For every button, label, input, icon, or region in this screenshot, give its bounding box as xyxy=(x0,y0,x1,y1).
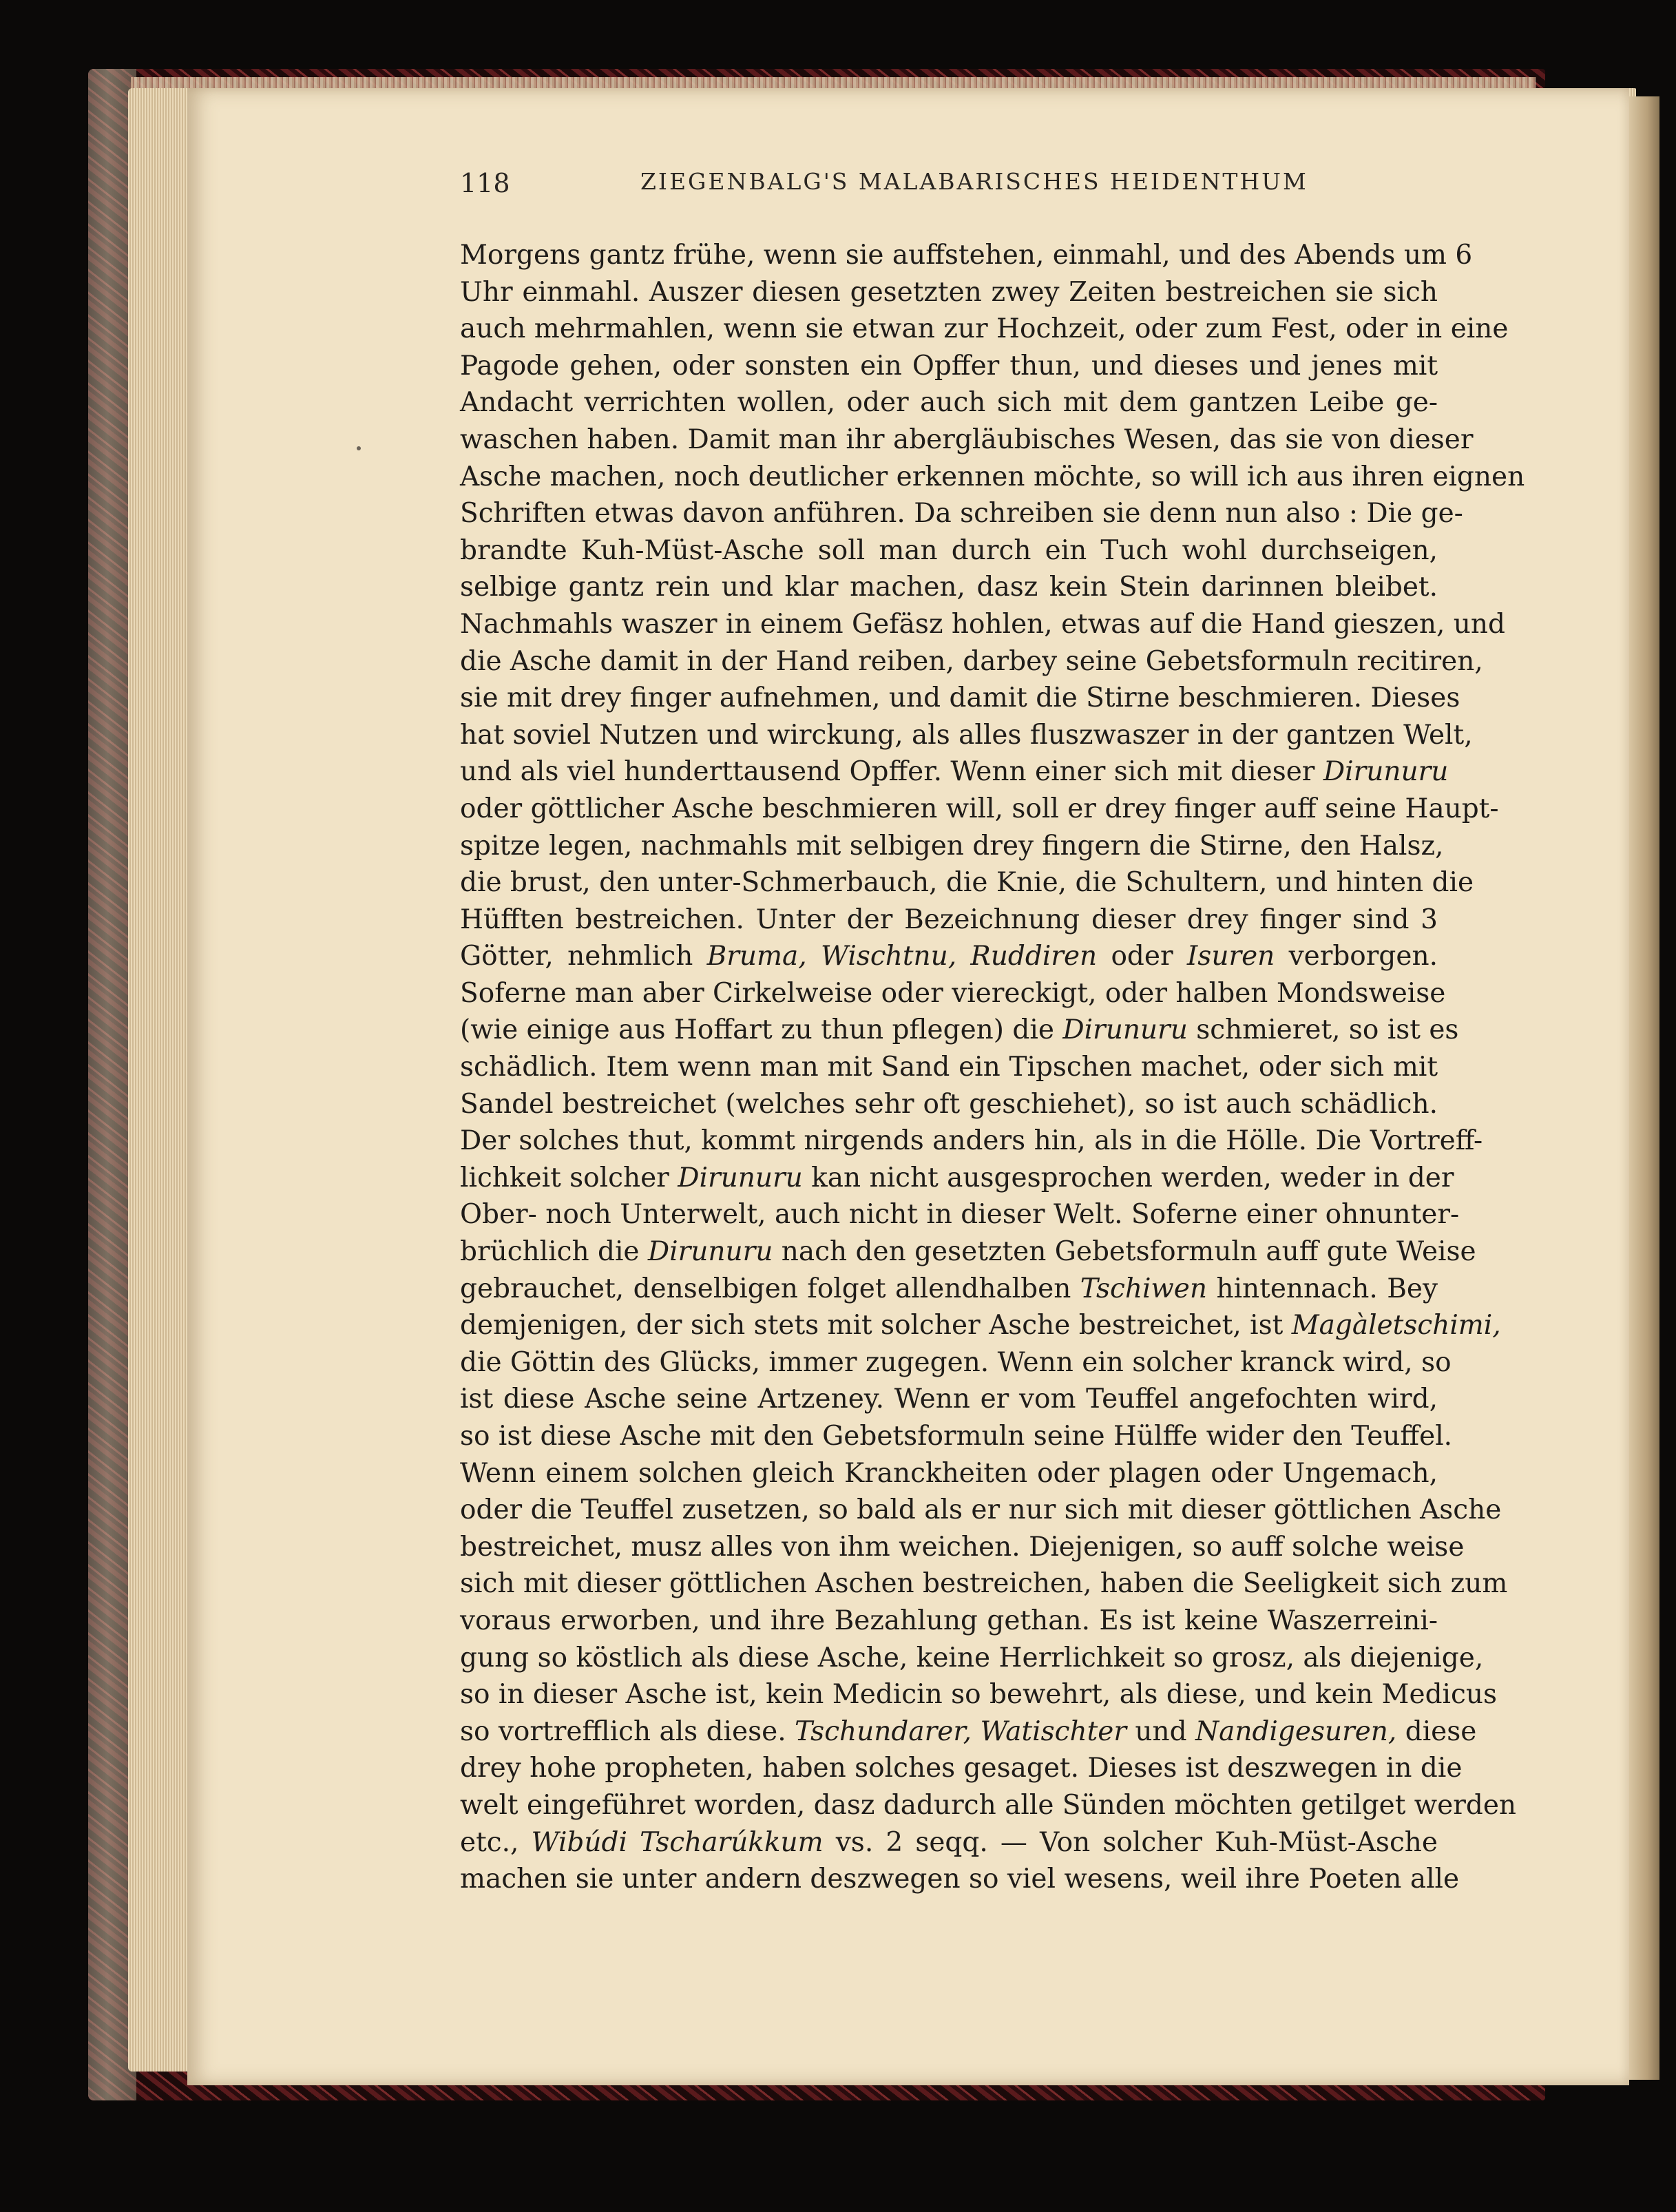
page-fore-edge xyxy=(1629,96,1659,2080)
text-line xyxy=(460,1086,1438,1123)
text-line xyxy=(460,753,1449,791)
text-line xyxy=(460,1271,1438,1308)
italic-term: Dirunuru xyxy=(647,1236,773,1268)
text-line xyxy=(460,643,1483,680)
text-run: die Asche damit in der Hand reiben, darbey seine Gebetsformuln recitiren, xyxy=(460,645,1483,677)
ink-speck xyxy=(357,446,361,450)
text-run: diese xyxy=(1396,1715,1477,1747)
text-run: schmieret, so ist es xyxy=(1187,1014,1459,1046)
text-run: waschen haben. Damit man ihr abergläubisches Wesen, das sie von dieser xyxy=(460,424,1474,455)
text-run: Ober- noch Unterwelt, auch nicht in dieser Welt. Soferne einer ohnunter- xyxy=(460,1199,1460,1231)
italic-term: Nandigesuren, xyxy=(1195,1715,1397,1747)
text-run: verborgen. xyxy=(1275,941,1438,972)
text-line xyxy=(460,532,1438,570)
text-line xyxy=(460,459,1525,496)
text-line xyxy=(460,274,1438,311)
text-run: Nachmahls waszer in einem Gefäsz hohlen, etwas auf die Hand gieszen, und xyxy=(460,608,1505,640)
text-run: brandte Kuh-Müst-Asche soll man durch ein Tuch wohl durchseigen, xyxy=(460,534,1438,566)
text-run: gebrauchet, denselbigen folget allendhalben xyxy=(460,1273,1080,1304)
text-run: und als viel hunderttausend Opffer. Wenn einer sich mit dieser xyxy=(460,756,1323,788)
text-run: welt eingeführet worden, dasz dadurch alle Sünden möchten getilget werden xyxy=(460,1789,1517,1821)
text-run: Andacht verrichten wollen, oder auch sich mit dem gantzen Leibe ge- xyxy=(460,387,1438,419)
text-line xyxy=(460,606,1505,643)
text-run: selbige gantz rein und klar machen, dasz kein Stein darinnen bleibet. xyxy=(460,572,1438,603)
text-run: etc., xyxy=(460,1826,532,1858)
text-run: Uhr einmahl. Auszer diesen gesetzten zwey Zeiten bestreichen sie sich xyxy=(460,276,1438,308)
text-run: die brust, den unter-Schmerbauch, die Knie, die Schultern, und hinten die xyxy=(460,867,1474,899)
italic-term: Dirunuru xyxy=(1062,1014,1188,1046)
text-line xyxy=(460,1565,1508,1603)
text-run: kan nicht ausgesprochen werden, weder in der xyxy=(802,1162,1454,1193)
text-run: Hüfften bestreichen. Unter der Bezeichnung dieser drey finger sind 3 xyxy=(460,904,1438,935)
text-run: vs. 2 seqq. — Von solcher Kuh-Müst-Asche xyxy=(823,1826,1438,1858)
text-run: nach den gesetzten Gebetsformuln auff gute Weise xyxy=(773,1236,1476,1268)
text-run: auch mehrmahlen, wenn sie etwan zur Hochzeit, oder zum Fest, oder in eine xyxy=(460,313,1509,345)
text-line xyxy=(460,1455,1438,1492)
text-run: spitze legen, nachmahls mit selbigen drey fingern die Stirne, den Halsz, xyxy=(460,830,1444,862)
italic-term: Dirunuru xyxy=(1323,756,1449,788)
text-line xyxy=(460,1640,1484,1677)
text-line xyxy=(460,1381,1438,1418)
text-run: hat soviel Nutzen und wirckung, als alles fluszwaszer in der gantzen Welt, xyxy=(460,719,1473,751)
text-line xyxy=(460,1012,1459,1049)
italic-term: Wibúdi Tscharúkkum xyxy=(531,1826,824,1858)
italic-term: Tschiwen xyxy=(1080,1273,1207,1304)
text-line xyxy=(460,680,1460,717)
text-run: gung so köstlich als diese Asche, keine Herrlichkeit so grosz, als diejenige, xyxy=(460,1642,1484,1673)
text-line xyxy=(460,384,1438,421)
text-line xyxy=(460,1603,1438,1640)
italic-term: Wischtnu, xyxy=(820,941,957,972)
running-head xyxy=(460,168,1424,209)
text-run: oder göttlicher Asche beschmieren will, soll er drey finger auff seine Haupt- xyxy=(460,793,1499,824)
text-line xyxy=(460,1529,1465,1566)
text-line xyxy=(460,1307,1501,1344)
text-line xyxy=(460,311,1509,348)
body-text xyxy=(460,237,1525,1898)
text-run: Pagode gehen, oder sonsten ein Opffer thun, und dieses und jenes mit xyxy=(460,350,1438,382)
text-line xyxy=(460,1787,1517,1824)
text-run: oder xyxy=(1097,941,1187,972)
italic-term: Dirunuru xyxy=(678,1162,803,1193)
text-run: machen sie unter andern deszwegen so viel wesens, weil ihre Poeten alle xyxy=(460,1864,1460,1895)
text-run: voraus erworben, und ihre Bezahlung gethan. Es ist keine Waszerreini- xyxy=(460,1605,1438,1636)
text-run: Morgens gantz frühe, wenn sie auffstehen, einmahl, und des Abends um 6 xyxy=(460,240,1473,271)
text-line xyxy=(460,1344,1452,1381)
text-run: oder die Teuffel zusetzen, so bald als er nur sich mit dieser göttlichen Asche xyxy=(460,1494,1502,1526)
italic-term: Magàletschimi, xyxy=(1291,1310,1501,1342)
text-line xyxy=(460,1713,1477,1751)
text-run: so ist diese Asche mit den Gebetsformuln seine Hülffe wider den Teuffel. xyxy=(460,1421,1453,1452)
text-line xyxy=(460,348,1438,385)
text-line xyxy=(460,569,1438,606)
italic-term: Ruddiren xyxy=(970,941,1098,972)
text-line xyxy=(460,1418,1453,1455)
italic-term: Isuren xyxy=(1186,941,1275,972)
text-run: Soferne man aber Cirkelweise oder viereckigt, oder halben Mondsweise xyxy=(460,977,1446,1009)
text-line xyxy=(460,1676,1497,1713)
page-number: 118 xyxy=(460,168,510,198)
text-line xyxy=(460,495,1463,532)
text-run: lichkeit solcher xyxy=(460,1162,678,1193)
text-line xyxy=(460,1049,1438,1086)
text-run: so vortrefflich als diese. xyxy=(460,1715,795,1747)
text-line xyxy=(460,791,1499,828)
text-run: brüchlich die xyxy=(460,1236,648,1268)
text-line xyxy=(460,1160,1454,1197)
text-run: Sandel bestreichet (welches sehr oft geschiehet), so ist auch schädlich. xyxy=(460,1088,1438,1120)
running-title: ZIEGENBALG'S MALABARISCHES HEIDENTHUM xyxy=(640,168,1308,195)
text-line xyxy=(460,938,1438,975)
italic-term: Bruma, xyxy=(706,941,807,972)
text-line xyxy=(460,1196,1460,1233)
text-run: die Göttin des Glücks, immer zugegen. Wenn ein solcher kranck wird, so xyxy=(460,1346,1452,1378)
text-run: Schriften etwas davon anführen. Da schreiben sie denn nun also : Die ge- xyxy=(460,498,1463,530)
text-line xyxy=(460,1123,1483,1160)
text-run: demjenigen, der sich stets mit solcher Asche bestreichet, ist xyxy=(460,1310,1292,1342)
text-line xyxy=(460,1824,1438,1861)
text-run xyxy=(956,941,970,972)
text-run: Asche machen, noch deutlicher erkennen möchte, so will ich aus ihren eignen xyxy=(460,461,1525,492)
text-run: Der solches thut, kommt nirgends anders hin, als in die Hölle. Die Vortreff- xyxy=(460,1125,1483,1157)
text-line xyxy=(460,1233,1476,1271)
text-run: so in dieser Asche ist, kein Medicin so bewehrt, als diese, und kein Medicus xyxy=(460,1679,1497,1711)
text-line xyxy=(460,864,1474,901)
italic-term: Watischter xyxy=(980,1715,1127,1747)
text-run: drey hohe propheten, haben solches gesaget. Dieses ist deszwegen in die xyxy=(460,1753,1463,1784)
text-line xyxy=(460,237,1473,274)
italic-term: Tschundarer, xyxy=(795,1715,972,1747)
text-line xyxy=(460,1750,1463,1787)
text-run: Götter, nehmlich xyxy=(460,941,707,972)
text-run: Wenn einem solchen gleich Kranckheiten oder plagen oder Ungemach, xyxy=(460,1457,1438,1489)
text-run: (wie einige aus Hoffart zu thun pflegen) die xyxy=(460,1014,1063,1046)
text-line xyxy=(460,421,1474,459)
text-run: sie mit drey finger aufnehmen, und damit die Stirne beschmieren. Dieses xyxy=(460,682,1460,714)
text-run: sich mit dieser göttlichen Aschen bestreichen, haben die Seeligkeit sich zum xyxy=(460,1568,1508,1600)
text-line xyxy=(460,1492,1502,1529)
text-run: bestreichet, musz alles von ihm weichen. Diejenigen, so auff solche weise xyxy=(460,1531,1465,1563)
text-line xyxy=(460,1861,1460,1898)
text-run: hintennach. Bey xyxy=(1207,1273,1438,1304)
text-line xyxy=(460,717,1473,754)
text-run xyxy=(807,941,821,972)
text-run: schädlich. Item wenn man mit Sand ein Tipschen machet, oder sich mit xyxy=(460,1052,1438,1083)
text-run: und xyxy=(1126,1715,1195,1747)
text-run xyxy=(972,1716,980,1747)
text-line xyxy=(460,975,1446,1012)
text-line xyxy=(460,828,1444,865)
text-line xyxy=(460,901,1438,939)
text-run: ist diese Asche seine Artzeney. Wenn er vom Teuffel angefochten wird, xyxy=(460,1384,1438,1415)
